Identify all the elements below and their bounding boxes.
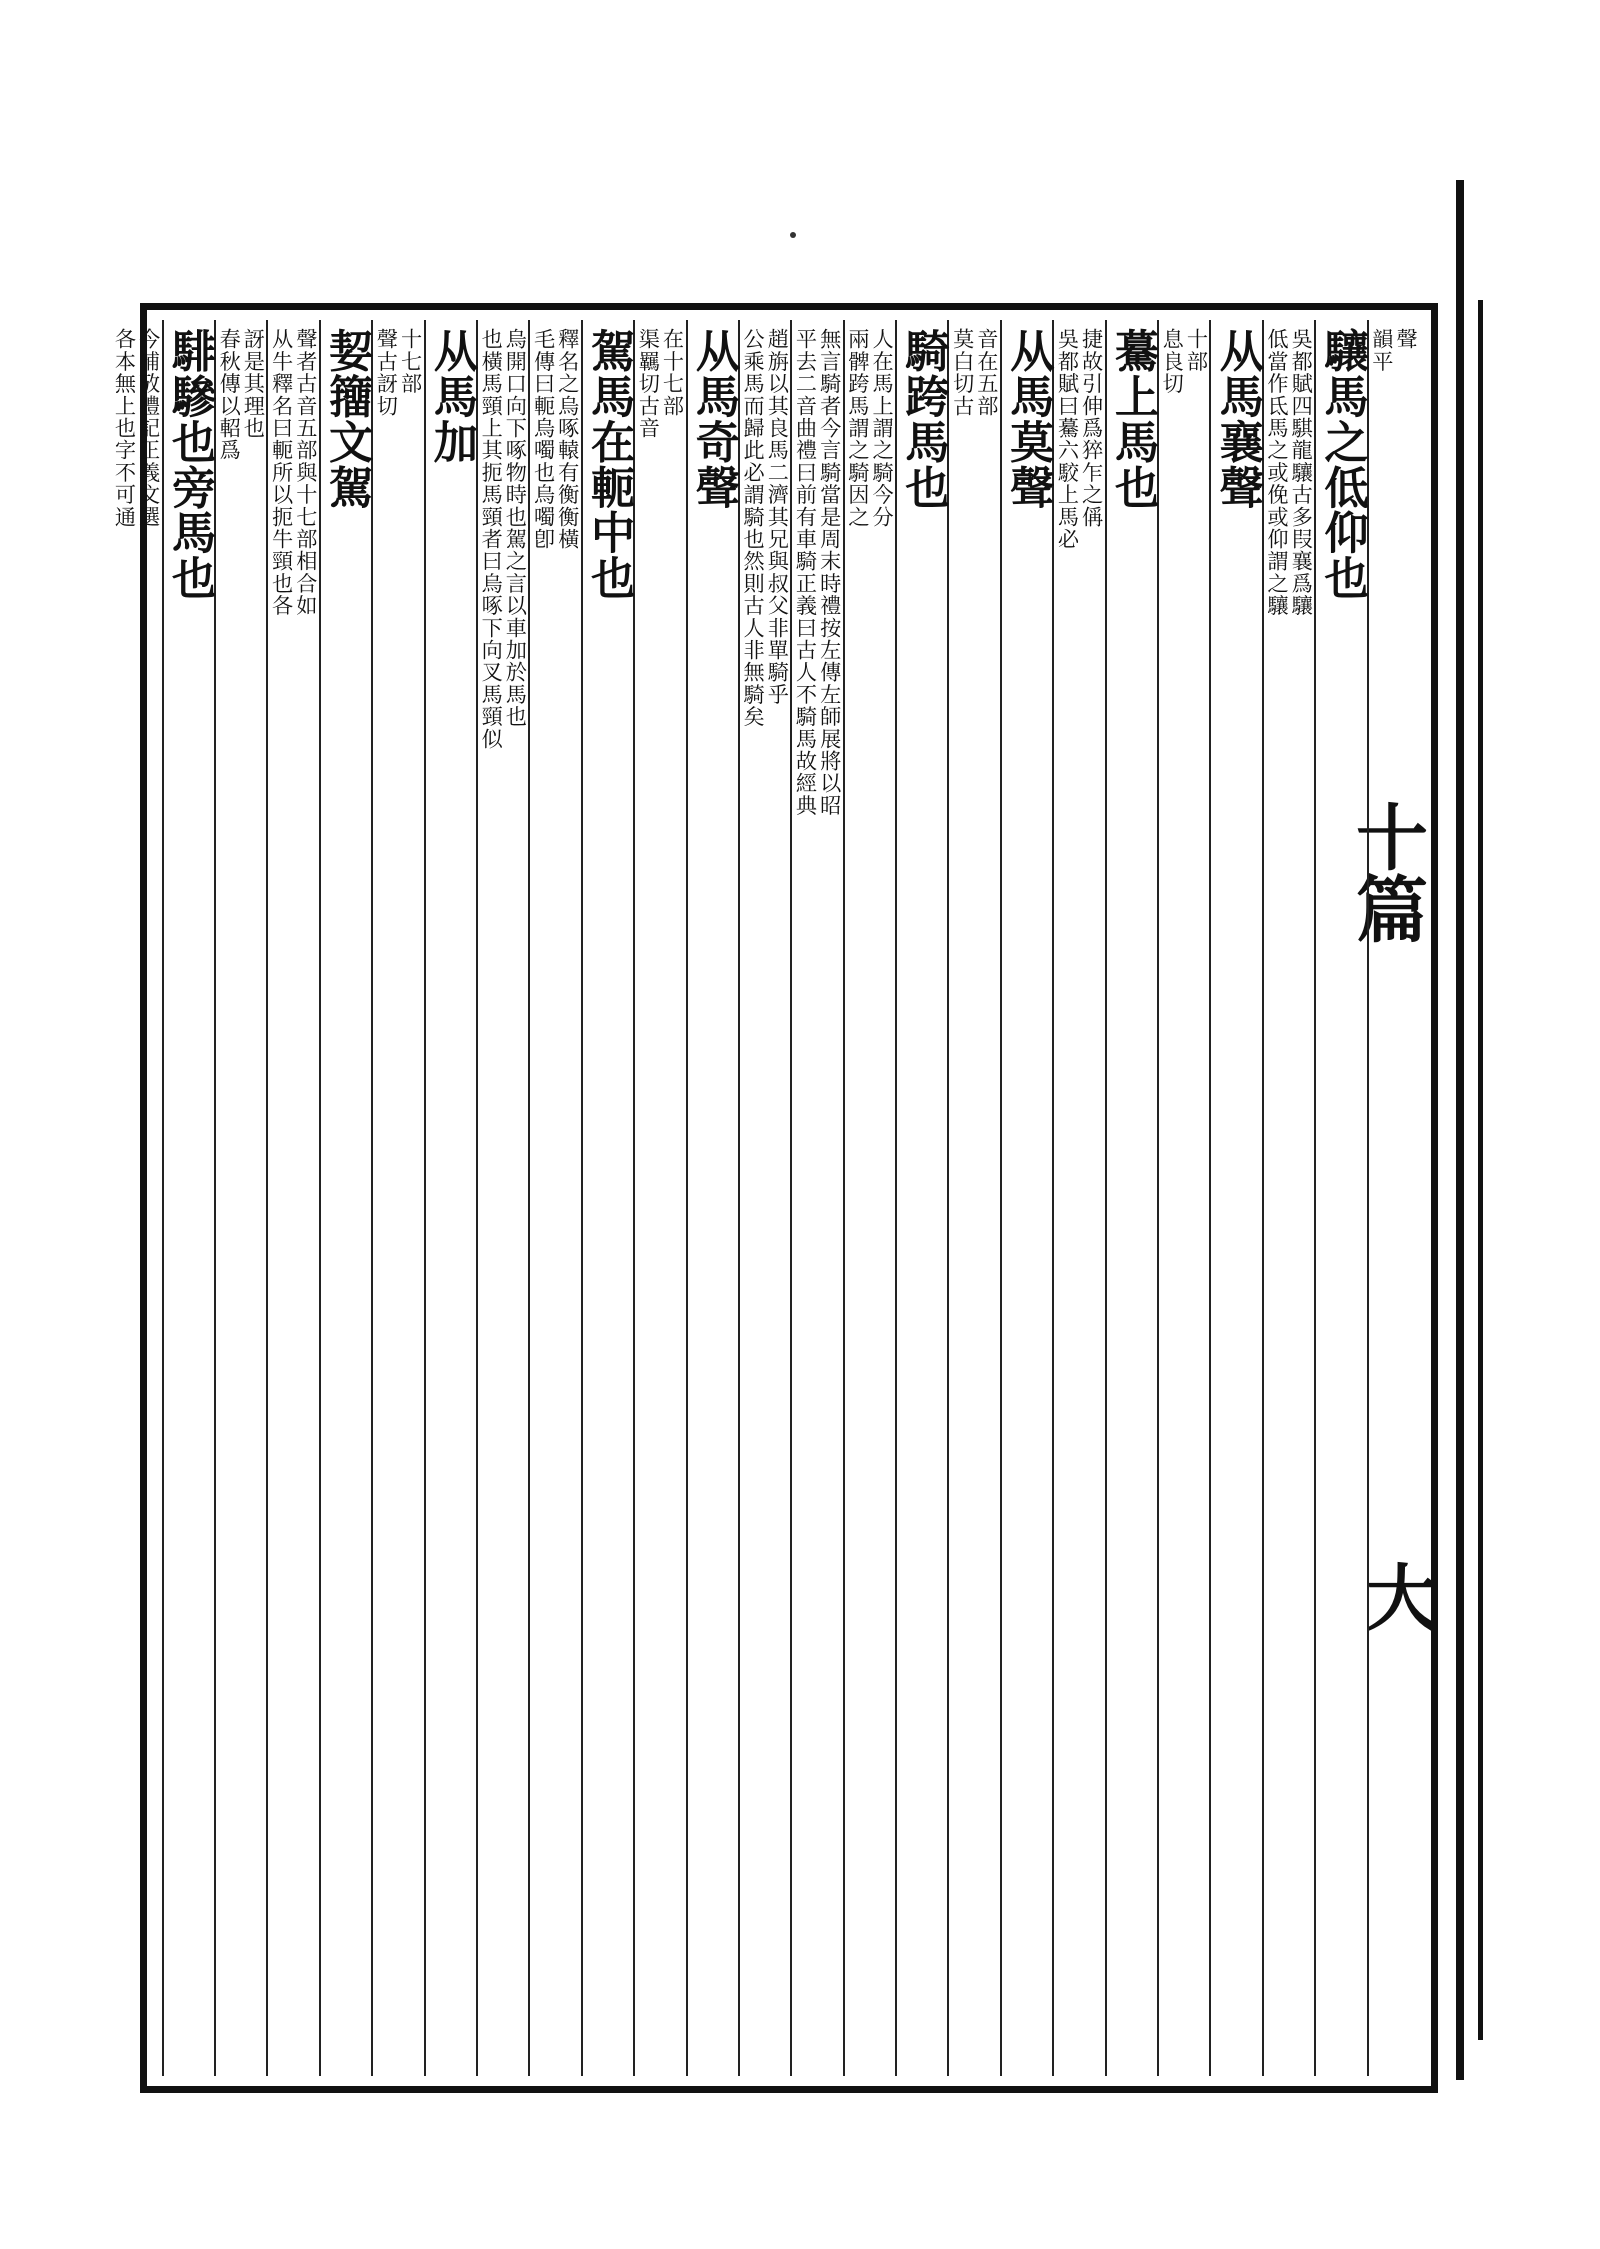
commentary-line: 毛傳曰軛烏噣也烏噣卽 xyxy=(531,328,557,550)
text-column xyxy=(214,320,266,2076)
commentary-line: 音在五部 xyxy=(974,328,1000,417)
text-column xyxy=(947,320,999,2076)
text-column xyxy=(1157,320,1209,2076)
commentary-line: 也橫馬頸上其扼馬頸者曰烏啄下向叉馬頸似 xyxy=(479,328,505,750)
commentary-line: 今補攷禮記正義文選 xyxy=(136,328,162,528)
text-column xyxy=(843,320,895,2076)
registration-dot xyxy=(790,232,796,238)
column-container xyxy=(112,320,1419,2076)
main-text: 㛃籒文駕 xyxy=(321,328,374,510)
text-column xyxy=(790,320,842,2076)
commentary-line: 十七部 xyxy=(398,328,424,395)
main-text: 从馬襄聲 xyxy=(1211,328,1264,510)
text-frame xyxy=(112,303,1438,2093)
text-column xyxy=(1000,320,1055,2076)
commentary-line: 吳都賦四騏龍驤古多叚襄爲驤 xyxy=(1289,328,1315,617)
commentary-line: 息良切 xyxy=(1160,328,1186,395)
text-column xyxy=(895,320,950,2076)
commentary-line: 莫白切古 xyxy=(950,328,976,417)
commentary-line: 低當作氐馬之或俛或仰謂之驤 xyxy=(1265,328,1291,617)
chapter-label: 十篇 xyxy=(1344,800,1429,944)
text-column xyxy=(162,320,217,2076)
commentary-line: 渠羈切古音 xyxy=(636,328,662,439)
main-text: 騎跨馬也 xyxy=(897,328,950,510)
text-column xyxy=(319,320,374,2076)
text-column xyxy=(1105,320,1160,2076)
text-column xyxy=(111,320,161,2076)
commentary-line: 人在馬上謂之騎今分 xyxy=(870,328,896,528)
main-text: 从馬加 xyxy=(425,328,478,465)
commentary-line: 聲者古音五部與十七部相合如 xyxy=(293,328,319,617)
text-column xyxy=(1314,320,1369,2076)
commentary-line: 从牛釋名曰軛所以扼牛頸也各 xyxy=(269,328,295,617)
commentary-line: 捷故引伸爲猝乍之偁 xyxy=(1079,328,1105,528)
main-text: 駕馬在軛中也 xyxy=(583,328,636,601)
text-column xyxy=(1209,320,1264,2076)
commentary-line: 公乘馬而歸此必謂騎也然則古人非無騎矣 xyxy=(741,328,767,728)
commentary-line: 兩髀跨馬謂之騎因之 xyxy=(845,328,871,528)
text-column xyxy=(1262,320,1314,2076)
commentary-line: 春秋傳以軺爲 xyxy=(217,328,243,462)
commentary-line: 在十七部 xyxy=(660,328,686,417)
commentary-line: 各本無上也字不可通 xyxy=(112,328,138,528)
text-column xyxy=(1052,320,1104,2076)
commentary-line: 平去二音曲禮曰前有車騎正義曰古人不騎馬故經典 xyxy=(793,328,819,817)
text-column xyxy=(686,320,738,2076)
text-column xyxy=(1367,320,1419,2076)
main-text: 从馬莫聲 xyxy=(1002,328,1055,510)
commentary-line: 韻平 xyxy=(1369,328,1395,373)
commentary-line: 無言騎者今言騎當是周末時禮按左傳左師展將以昭 xyxy=(817,328,843,817)
commentary-line: 釋名之烏啄轅有衡衡橫 xyxy=(555,328,581,550)
commentary-line: 烏開口向下啄物時也駕之言以車加於馬也 xyxy=(503,328,529,728)
commentary-line: 聲古訝切 xyxy=(374,328,400,417)
margin-rule xyxy=(1456,180,1464,2080)
margin-rule-inner xyxy=(1478,300,1483,2040)
commentary-line: 吳都賦曰驀六駮上馬必 xyxy=(1055,328,1081,550)
text-column xyxy=(424,320,476,2076)
text-column xyxy=(528,320,580,2076)
main-text: 騑驂也旁馬也 xyxy=(164,328,217,601)
main-text: 从馬奇聲 xyxy=(687,328,740,510)
radical-label: 大 xyxy=(1354,1560,1439,1632)
main-text: 驤馬之低仰也 xyxy=(1316,328,1369,601)
main-text: 驀上馬也 xyxy=(1107,328,1160,510)
text-column xyxy=(371,320,423,2076)
commentary-line: 十部 xyxy=(1184,328,1210,373)
text-column xyxy=(266,320,318,2076)
text-column xyxy=(633,320,685,2076)
text-column xyxy=(476,320,528,2076)
commentary-line: 聲 xyxy=(1394,328,1419,351)
text-column xyxy=(738,320,790,2076)
commentary-line: 訝是其理也 xyxy=(241,328,267,439)
text-column xyxy=(581,320,636,2076)
fore-edge-margin xyxy=(1438,180,1498,2080)
commentary-line: 趙旃以其良馬二濟其兄與叔父非單騎乎 xyxy=(765,328,791,706)
